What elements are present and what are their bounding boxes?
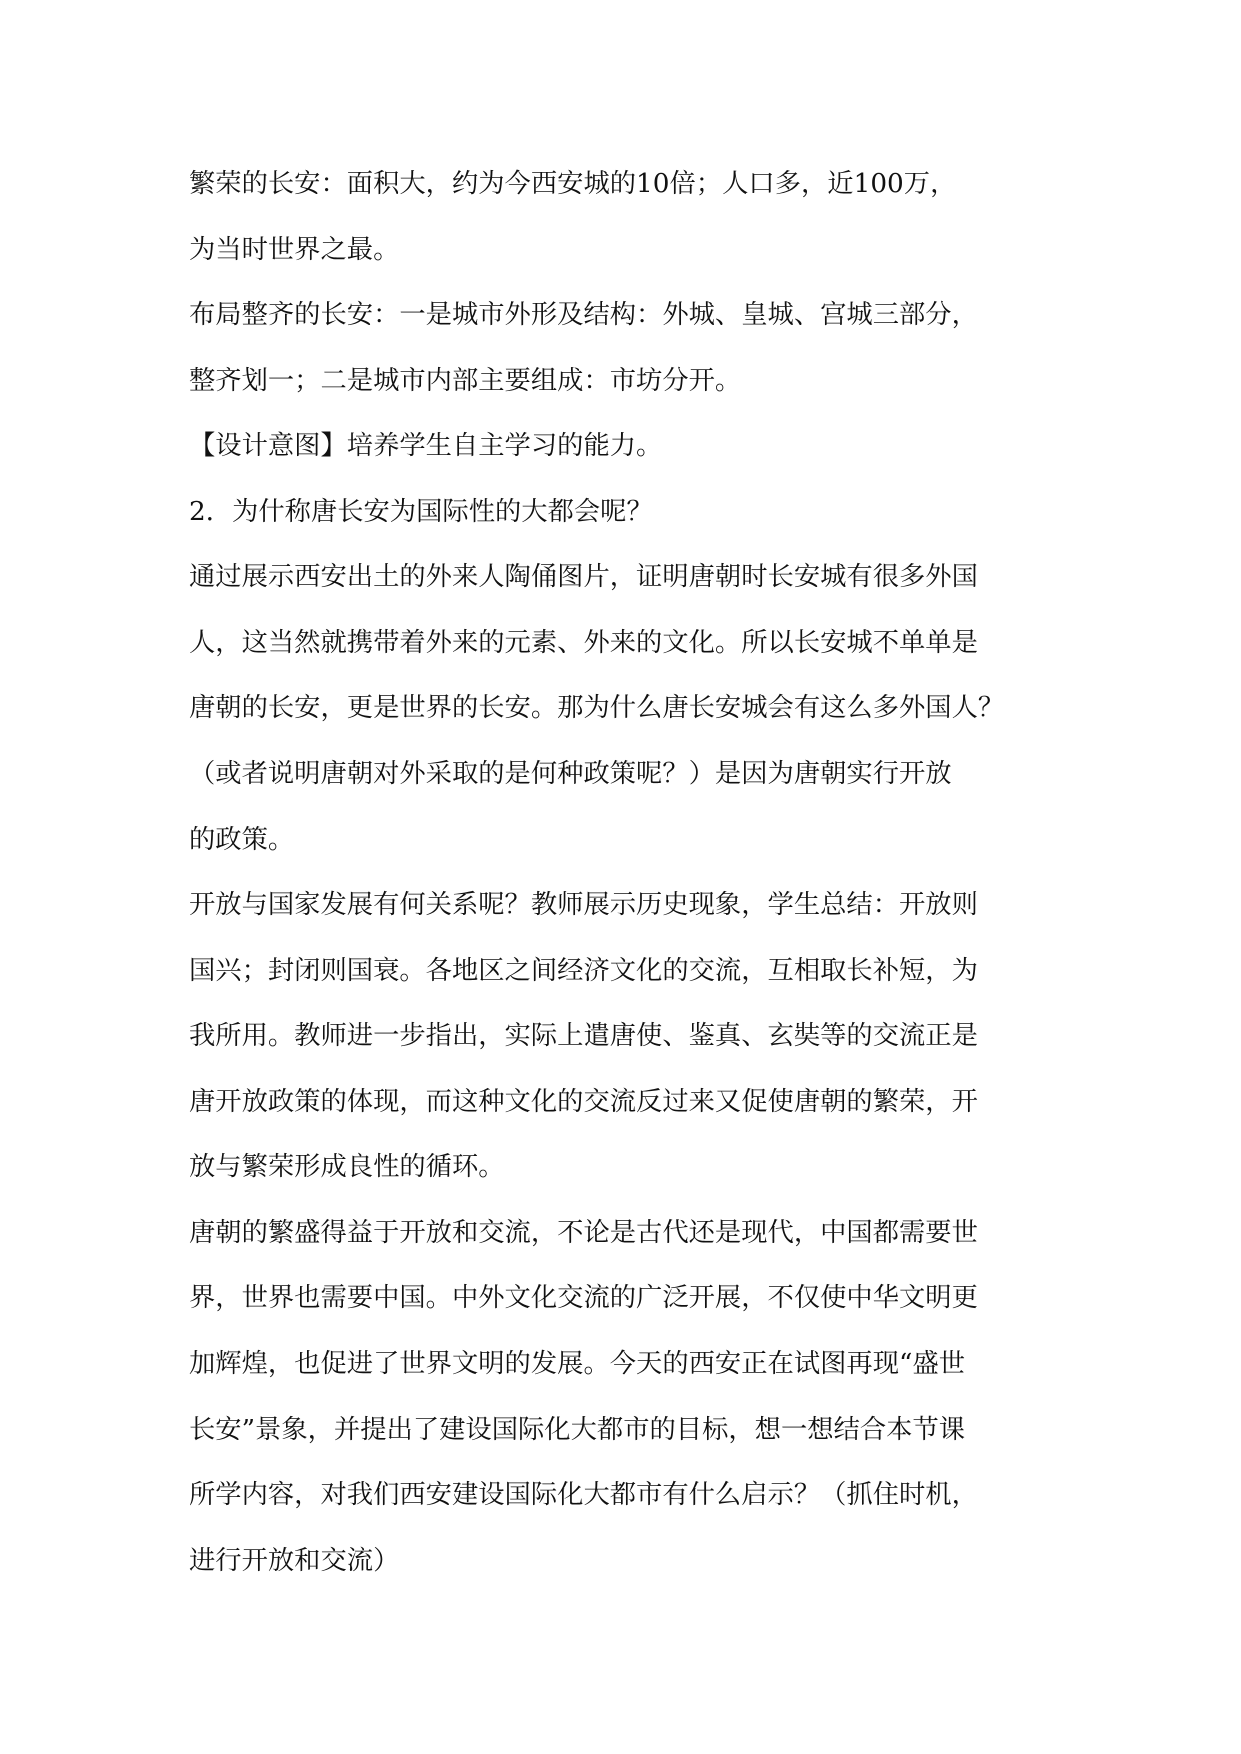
paragraph-line: 长安”景象，并提出了建设国际化大都市的目标，想一想结合本节课 xyxy=(189,1415,966,1445)
paragraph-line: 界，世界也需要中国。中外文化交流的广泛开展，不仅使中华文明更 xyxy=(189,1283,978,1313)
paragraph-line: （或者说明唐朝对外采取的是何种政策呢？）是因为唐朝实行开放 xyxy=(189,759,952,789)
paragraph-line: 唐朝的繁盛得益于开放和交流，不论是古代还是现代，中国都需要世 xyxy=(189,1218,978,1248)
paragraph-line: 的政策。 xyxy=(189,825,295,855)
design-intent-line: 【设计意图】培养学生自主学习的能力。 xyxy=(189,431,663,461)
paragraph-line: 放与繁荣形成良性的循环。 xyxy=(189,1152,505,1182)
paragraph-line: 进行开放和交流） xyxy=(189,1546,400,1576)
paragraph-line: 人，这当然就携带着外来的元素、外来的文化。所以长安城不单单是 xyxy=(189,628,978,658)
paragraph-line: 布局整齐的长安：一是城市外形及结构：外城、皇城、宫城三部分， xyxy=(189,300,978,330)
paragraph-line: 唐开放政策的体现，而这种文化的交流反过来又促使唐朝的繁荣，开 xyxy=(189,1087,978,1117)
paragraph-line: 繁荣的长安：面积大，约为今西安城的10倍；人口多，近100万， xyxy=(189,169,957,199)
paragraph-line: 为当时世界之最。 xyxy=(189,235,400,265)
paragraph-line: 唐朝的长安，更是世界的长安。那为什么唐长安城会有这么多外国人？ xyxy=(189,693,1005,723)
question-heading: 2．为什称唐长安为国际性的大都会呢？ xyxy=(189,497,653,527)
paragraph-line: 加辉煌，也促进了世界文明的发展。今天的西安正在试图再现“盛世 xyxy=(189,1349,966,1379)
paragraph-line: 国兴；封闭则国衰。各地区之间经济文化的交流，互相取长补短，为 xyxy=(189,956,978,986)
paragraph-line: 通过展示西安出土的外来人陶俑图片，证明唐朝时长安城有很多外国 xyxy=(189,562,978,592)
paragraph-line: 所学内容，对我们西安建设国际化大都市有什么启示？（抓住时机， xyxy=(189,1480,978,1510)
paragraph-line: 我所用。教师进一步指出，实际上遣唐使、鉴真、玄奘等的交流正是 xyxy=(189,1021,978,1051)
paragraph-line: 开放与国家发展有何关系呢？教师展示历史现象，学生总结：开放则 xyxy=(189,890,978,920)
paragraph-line: 整齐划一；二是城市内部主要组成：市坊分开。 xyxy=(189,366,742,396)
